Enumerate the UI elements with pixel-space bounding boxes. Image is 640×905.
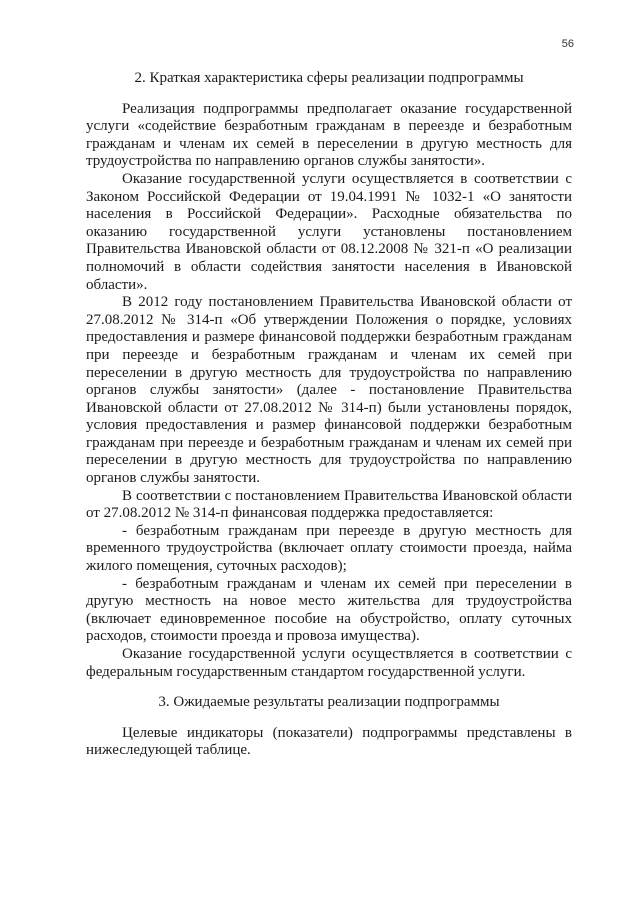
section-2-title: 2. Краткая характеристика сферы реализации подпрограммы	[134, 70, 524, 86]
section-2-paragraph-1: Реализация подпрограммы предполагает оказание государственной услуги «содействие безработным гражданам в переезде и безработным гражданам и членам их семей в переселении в другую местность для трудоустройства по направлению органов службы занятости».	[86, 100, 572, 170]
section-3-paragraph-1: Целевые индикаторы (показатели) подпрограммы представлены в нижеследующей таблице.	[86, 724, 572, 759]
document-body	[86, 70, 572, 760]
section-2-paragraph-4: В соответствии с постановлением Правительства Ивановской области от 27.08.2012 № 314-п финансовая поддержка предоставляется:	[86, 487, 572, 522]
section-2-list-item-1: - безработным гражданам при переезде в другую местность для временного трудоустройства (включает оплату стоимости проезда, найма жилого помещения, суточных расходов);	[86, 522, 572, 575]
section-2-paragraph-5: Оказание государственной услуги осуществляется в соответствии с федеральным государственным стандартом государственной услуги.	[86, 646, 572, 680]
section-2-list-item-2: - безработным гражданам и членам их семей при переселении в другую местность на новое место жительства для трудоустройства (включает единовременное пособие на обустройство, оплату суточных расходов, стоимости проезда и провоза имущества).	[86, 575, 572, 645]
section-2-paragraph-2: Оказание государственной услуги осуществляется в соответствии с Законом Российской Федерации от 19.04.1991 № 1032-1 «О занятости населения в Российской Федерации». Расходные обязательства по оказанию государственной услуги установлены постановлением Правительства Ивановской области от 08.12.2008 № 321-п «О реализации полномочий в области содействия занятости населения в Ивановской области».	[86, 170, 572, 293]
section-3-title: 3. Ожидаемые результаты реализации подпрограммы	[158, 694, 500, 711]
page-number: 56	[561, 38, 574, 50]
section-2-paragraph-3: В 2012 году постановлением Правительства Ивановской области от 27.08.2012 № 314-п «Об утверждении Положения о порядке, условиях предоставления и размере финансовой поддержки безработным гражданам при переезде и безработным гражданам и членам их семей при переселении в другую местность для трудоустройства по направлению органов службы занятости» (далее - постановление Правительства Ивановской области от 27.08.2012 № 314-п) были установлены порядок, условия предоставления и размер финансовой поддержки безработным гражданам при переезде и безработным гражданам и членам их семей при переселении в другую местность для трудоустройства по направлению органов службы занятости.	[86, 294, 572, 487]
